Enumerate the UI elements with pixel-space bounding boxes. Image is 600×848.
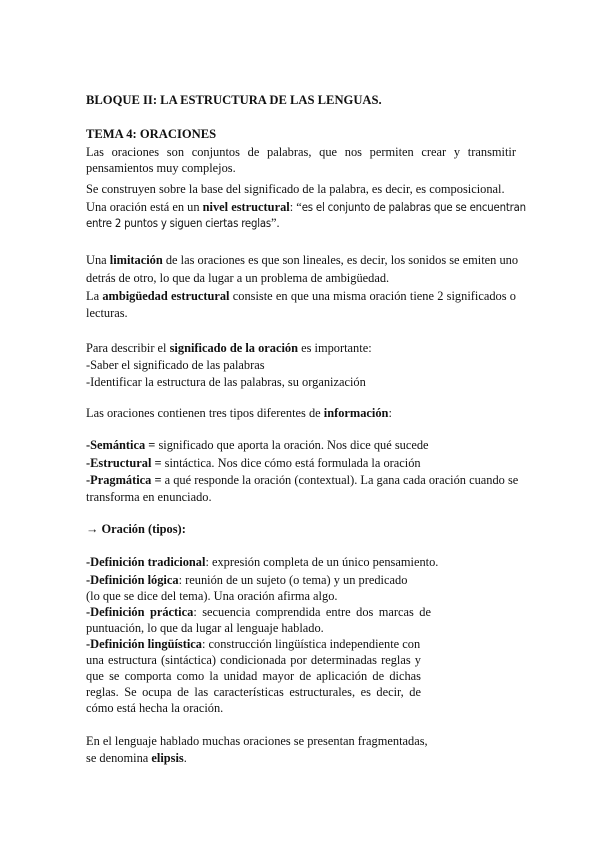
intro-line-5: entre 2 puntos y siguen ciertas reglas”. (86, 216, 280, 230)
def-linguistica-line-5: cómo está hecha la oración. (86, 701, 224, 715)
info-estructural: -Estructural = sintáctica. Nos dice cómo está formulada la oración (86, 456, 421, 470)
limitation-line-2: detrás de otro, lo que da lugar a un problema de ambigüedad. (86, 271, 390, 285)
limitation-line-1: Una limitación de las oraciones es que son lineales, es decir, los sonidos se emiten uno (86, 253, 519, 267)
term-nivel-estructural: nivel estructural (202, 200, 290, 214)
info-pragmatica-line-2: transforma en enunciado. (86, 490, 212, 504)
topic-title: TEMA 4: ORACIONES (86, 127, 217, 141)
def-linguistica-line-2: una estructura (sintáctica) condicionada por determinadas reglas y (86, 653, 421, 667)
term-significado-oracion: significado de la oración (169, 341, 298, 355)
def-logica-line-2: (lo que se dice del tema). Una oración afirma algo. (86, 589, 338, 603)
def-linguistica-line-4: reglas. Se ocupa de las características estructurales, es decir, de (86, 685, 421, 699)
term-elipsis: elipsis (151, 751, 184, 765)
ellipsis-line-1: En el lenguaje hablado muchas oraciones se presentan fragmentadas, (86, 734, 428, 748)
term-ambiguedad-estructural: ambigüedad estructural (102, 289, 230, 303)
info-line-1: Las oraciones contienen tres tipos diferentes de información: (86, 406, 392, 420)
ambiguity-line-2: lecturas. (86, 306, 128, 320)
def-linguistica-line-3: que se comporta como la unidad mayor de aplicación de dichas (86, 669, 421, 683)
arrow-right-icon: → (86, 522, 99, 536)
meaning-line-1: Para describir el significado de la oración es importante: (86, 341, 372, 355)
intro-line-3: Se construyen sobre la base del significado de la palabra, es decir, es composicional. (86, 182, 505, 196)
meaning-line-3: -Identificar la estructura de las palabras, su organización (86, 375, 366, 389)
term-limitacion: limitación (109, 253, 163, 267)
info-pragmatica: -Pragmática = a qué responde la oración (contextual). La gana cada oración cuando se (86, 473, 519, 487)
def-practica-line-2: puntuación, lo que da lugar al lenguaje hablado. (86, 621, 324, 635)
def-practica: -Definición práctica: secuencia comprendida entre dos marcas de (86, 605, 432, 619)
intro-line-2: pensamientos muy complejos. (86, 161, 236, 175)
info-semantica: -Semántica = significado que aporta la oración. Nos dice qué sucede (86, 438, 429, 452)
block-title: BLOQUE II: LA ESTRUCTURA DE LAS LENGUAS. (86, 93, 382, 107)
meaning-line-2: -Saber el significado de las palabras (86, 358, 265, 372)
intro-line-1: Las oraciones son conjuntos de palabras, que nos permiten crear y transmitir (86, 145, 516, 159)
ellipsis-line-2: se denomina elipsis. (86, 751, 187, 765)
def-tradicional: -Definición tradicional: expresión completa de un único pensamiento. (86, 555, 439, 569)
intro-line-4: Una oración está en un nivel estructural: “es el conjunto de palabras que se encuentran (86, 200, 526, 214)
def-linguistica: -Definición lingüística: construcción lingüística independiente con (86, 637, 421, 651)
ambiguity-line-1: La ambigüedad estructural consiste en que una misma oración tiene 2 significados o (86, 289, 516, 303)
def-logica: -Definición lógica: reunión de un sujeto (o tema) y un predicado (86, 573, 408, 587)
types-heading: → Oración (tipos): (86, 522, 186, 536)
term-informacion: información (323, 406, 389, 420)
